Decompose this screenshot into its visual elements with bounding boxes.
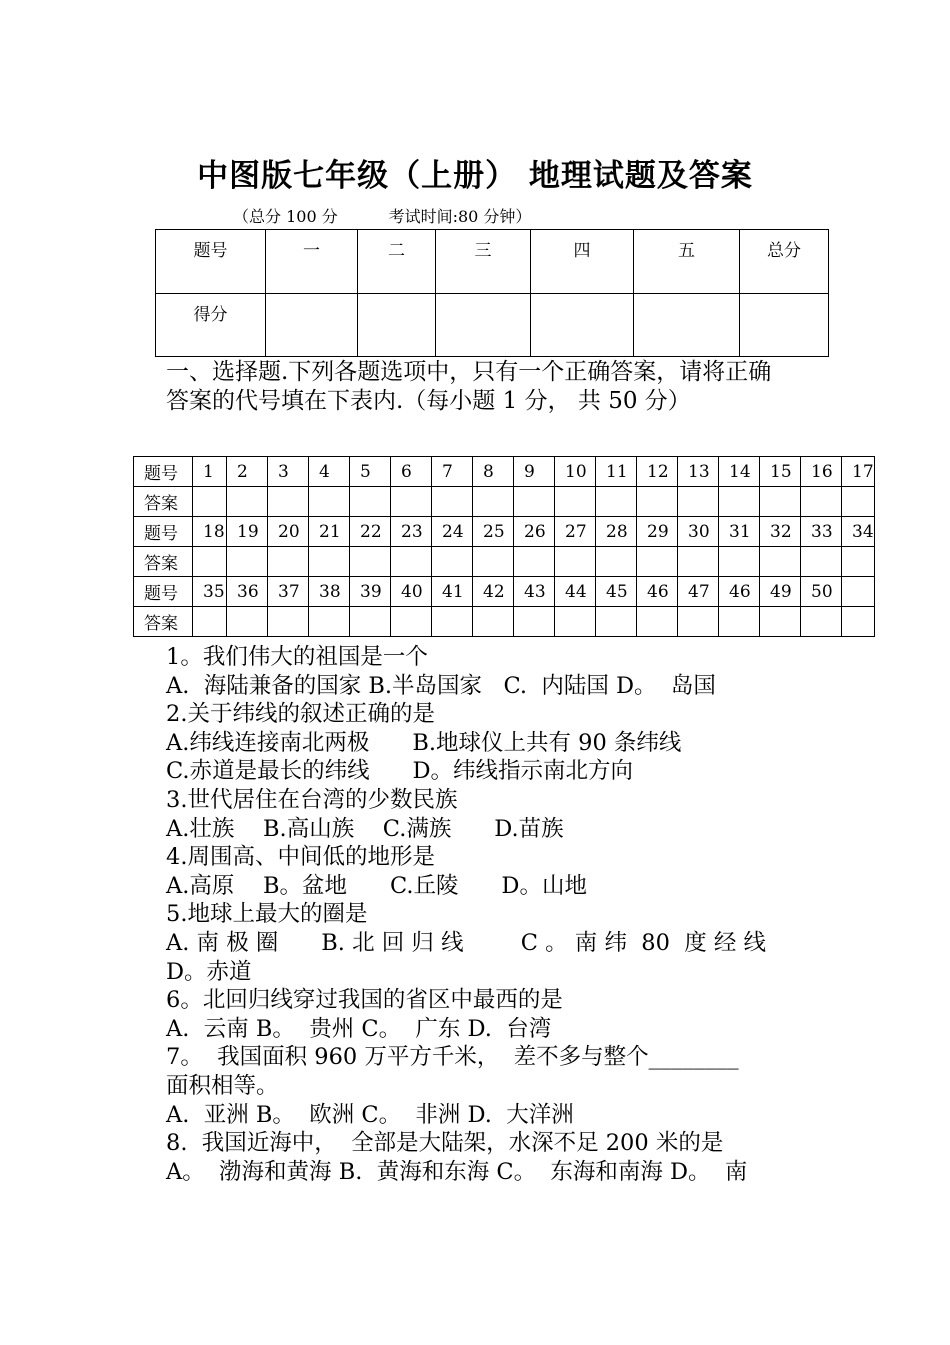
question-line: 5.地球上最大的圈是 <box>166 901 368 928</box>
question-number-cell: 26 <box>514 517 555 547</box>
question-number-cell: 15 <box>760 457 801 487</box>
answer-table <box>133 456 875 637</box>
question-line: A. 亚洲 B。 欧洲 C。 非洲 D. 大洋洲 <box>166 1101 574 1128</box>
answer-cell[interactable] <box>596 487 637 517</box>
answer-cell[interactable] <box>193 607 227 637</box>
question-line: 3.世代居住在台湾的少数民族 <box>166 787 458 813</box>
question-line: A.纬线连接南北两极 B.地球仪上共有 90 条纬线 <box>166 729 682 756</box>
question-number-cell: 41 <box>432 577 473 607</box>
answer-cell[interactable] <box>473 547 514 577</box>
answer-cell[interactable] <box>350 607 391 637</box>
score-header-cell: 一 <box>266 230 358 294</box>
question-number-cell: 39 <box>350 577 391 607</box>
question-line: A。 渤海和黄海 B. 黄海和东海 C。 东海和南海 D。 南 <box>166 1158 748 1185</box>
answer-table-answer-label: 答案 <box>134 607 193 637</box>
answer-cell[interactable] <box>842 547 875 577</box>
score-header-cell: 题号 <box>156 230 266 294</box>
question-number-cell: 8 <box>473 457 514 487</box>
question-line: C.赤道是最长的纬线 D。纬线指示南北方向 <box>166 758 634 785</box>
question-number-cell: 47 <box>678 577 719 607</box>
answer-cell[interactable] <box>678 487 719 517</box>
answer-table-number-label: 题号 <box>134 457 193 487</box>
question-number-cell: 5 <box>350 457 391 487</box>
question-number-cell: 14 <box>719 457 760 487</box>
answer-cell[interactable] <box>637 547 678 577</box>
answer-cell[interactable] <box>842 487 875 517</box>
answer-cell[interactable] <box>391 547 432 577</box>
question-line: D。赤道 <box>166 958 252 985</box>
answer-cell[interactable] <box>678 547 719 577</box>
question-number-cell: 21 <box>309 517 350 547</box>
answer-cell[interactable] <box>555 487 596 517</box>
answer-cell[interactable] <box>309 487 350 517</box>
question-number-cell: 30 <box>678 517 719 547</box>
question-line: A. 海陆兼备的国家 B.半岛国家 C. 内陆国 D。 岛国 <box>166 672 716 699</box>
question-number-cell: 44 <box>555 577 596 607</box>
question-number-cell: 10 <box>555 457 596 487</box>
question-number-cell: 23 <box>391 517 432 547</box>
score-header-cell: 总分 <box>740 230 829 294</box>
page-title: 中图版七年级（上册） 地理试题及答案 <box>197 158 753 194</box>
question-number-cell: 40 <box>391 577 432 607</box>
question-number-cell: 38 <box>309 577 350 607</box>
question-number-cell: 34 <box>842 517 875 547</box>
question-number-cell: 7 <box>432 457 473 487</box>
answer-cell[interactable] <box>391 487 432 517</box>
question-number-cell: 46 <box>637 577 678 607</box>
question-number-cell: 3 <box>268 457 309 487</box>
answer-cell[interactable] <box>432 607 473 637</box>
question-number-cell <box>842 577 875 607</box>
answer-cell[interactable] <box>309 547 350 577</box>
answer-cell[interactable] <box>760 607 801 637</box>
answer-cell[interactable] <box>227 487 268 517</box>
answer-cell[interactable] <box>555 607 596 637</box>
answer-table-number-label: 题号 <box>134 577 193 607</box>
answer-cell[interactable] <box>350 547 391 577</box>
question-number-cell: 12 <box>637 457 678 487</box>
answer-cell[interactable] <box>268 607 309 637</box>
score-cell[interactable] <box>436 294 531 357</box>
question-number-cell: 4 <box>309 457 350 487</box>
answer-cell[interactable] <box>514 487 555 517</box>
question-line: 2.关于纬线的叙述正确的是 <box>166 701 435 728</box>
answer-cell[interactable] <box>637 607 678 637</box>
answer-cell[interactable] <box>760 547 801 577</box>
question-number-cell: 43 <box>514 577 555 607</box>
score-cell[interactable] <box>531 294 634 357</box>
answer-cell[interactable] <box>760 487 801 517</box>
answer-cell[interactable] <box>801 547 842 577</box>
question-number-cell: 31 <box>719 517 760 547</box>
question-line: 1。我们伟大的祖国是一个 <box>166 644 428 670</box>
question-number-cell: 35 <box>193 577 227 607</box>
question-number-cell: 24 <box>432 517 473 547</box>
question-number-cell: 36 <box>227 577 268 607</box>
answer-cell[interactable] <box>801 607 842 637</box>
score-table <box>155 229 829 357</box>
answer-cell[interactable] <box>391 607 432 637</box>
score-cell[interactable] <box>634 294 740 357</box>
question-number-cell: 20 <box>268 517 309 547</box>
question-number-cell: 37 <box>268 577 309 607</box>
question-line: 4.周围高、中间低的地形是 <box>166 844 435 871</box>
question-line: 8. 我国近海中， 全部是大陆架，水深不足 200 米的是 <box>166 1130 724 1157</box>
question-number-cell: 33 <box>801 517 842 547</box>
question-line: A. 南 极 圈 B. 北 回 归 线 C 。 南 纬 80 度 经 线 <box>166 930 766 956</box>
answer-cell[interactable] <box>350 487 391 517</box>
question-number-cell: 25 <box>473 517 514 547</box>
question-number-cell: 22 <box>350 517 391 547</box>
question-number-cell: 9 <box>514 457 555 487</box>
question-line: 6。北回归线穿过我国的省区中最西的是 <box>166 987 563 1014</box>
question-number-cell: 17 <box>842 457 875 487</box>
question-number-cell: 45 <box>596 577 637 607</box>
question-number-cell: 11 <box>596 457 637 487</box>
answer-cell[interactable] <box>596 607 637 637</box>
question-number-cell: 46 <box>719 577 760 607</box>
question-number-cell: 28 <box>596 517 637 547</box>
answer-cell[interactable] <box>227 547 268 577</box>
answer-cell[interactable] <box>227 607 268 637</box>
answer-cell[interactable] <box>309 607 350 637</box>
answer-cell[interactable] <box>473 487 514 517</box>
answer-cell[interactable] <box>719 607 760 637</box>
question-number-cell: 32 <box>760 517 801 547</box>
question-line: A.壮族 B.高山族 C.满族 D.苗族 <box>166 815 564 842</box>
answer-cell[interactable] <box>801 487 842 517</box>
answer-cell[interactable] <box>678 607 719 637</box>
question-line: A. 云南 B。 贵州 C。 广东 D. 台湾 <box>166 1015 552 1042</box>
question-number-cell: 49 <box>760 577 801 607</box>
answer-cell[interactable] <box>719 487 760 517</box>
answer-cell[interactable] <box>637 487 678 517</box>
answer-table-answer-label: 答案 <box>134 487 193 517</box>
answer-cell[interactable] <box>514 607 555 637</box>
question-number-cell: 1 <box>193 457 227 487</box>
answer-cell[interactable] <box>473 607 514 637</box>
question-number-cell: 50 <box>801 577 842 607</box>
question-line: 面积相等。 <box>166 1073 279 1099</box>
question-number-cell: 18 <box>193 517 227 547</box>
answer-cell[interactable] <box>596 547 637 577</box>
score-cell[interactable] <box>358 294 436 357</box>
section-one-instructions: 一、选择题.下列各题选项中，只有一个正确答案，请将正确答案的代号填在下表内.（每小题 1 分， 共 50 分） <box>166 359 772 414</box>
question-number-cell: 27 <box>555 517 596 547</box>
score-cell[interactable] <box>740 294 829 357</box>
answer-cell[interactable] <box>432 487 473 517</box>
answer-cell[interactable] <box>268 547 309 577</box>
question-number-cell: 29 <box>637 517 678 547</box>
exam-info: （总分 100 分 考试时间:80 分钟） <box>233 207 532 226</box>
question-number-cell: 6 <box>391 457 432 487</box>
question-number-cell: 16 <box>801 457 842 487</box>
score-header-cell: 三 <box>436 230 531 294</box>
answer-cell[interactable] <box>514 547 555 577</box>
answer-table-number-label: 题号 <box>134 517 193 547</box>
answer-cell[interactable] <box>268 487 309 517</box>
score-header-cell: 四 <box>531 230 634 294</box>
score-header-cell: 二 <box>358 230 436 294</box>
answer-table-answer-label: 答案 <box>134 547 193 577</box>
answer-cell[interactable] <box>193 487 227 517</box>
question-line: A.高原 B。盆地 C.丘陵 D。山地 <box>166 872 587 899</box>
score-cell[interactable] <box>266 294 358 357</box>
question-number-cell: 13 <box>678 457 719 487</box>
question-number-cell: 42 <box>473 577 514 607</box>
answer-cell[interactable] <box>432 547 473 577</box>
question-line: 7。 我国面积 960 万平方千米， 差不多与整个________ <box>166 1044 739 1071</box>
answer-cell[interactable] <box>719 547 760 577</box>
answer-cell[interactable] <box>555 547 596 577</box>
answer-cell[interactable] <box>193 547 227 577</box>
score-header-cell: 五 <box>634 230 740 294</box>
score-row-label: 得分 <box>156 294 266 357</box>
question-number-cell: 19 <box>227 517 268 547</box>
answer-cell[interactable] <box>842 607 875 637</box>
question-number-cell: 2 <box>227 457 268 487</box>
